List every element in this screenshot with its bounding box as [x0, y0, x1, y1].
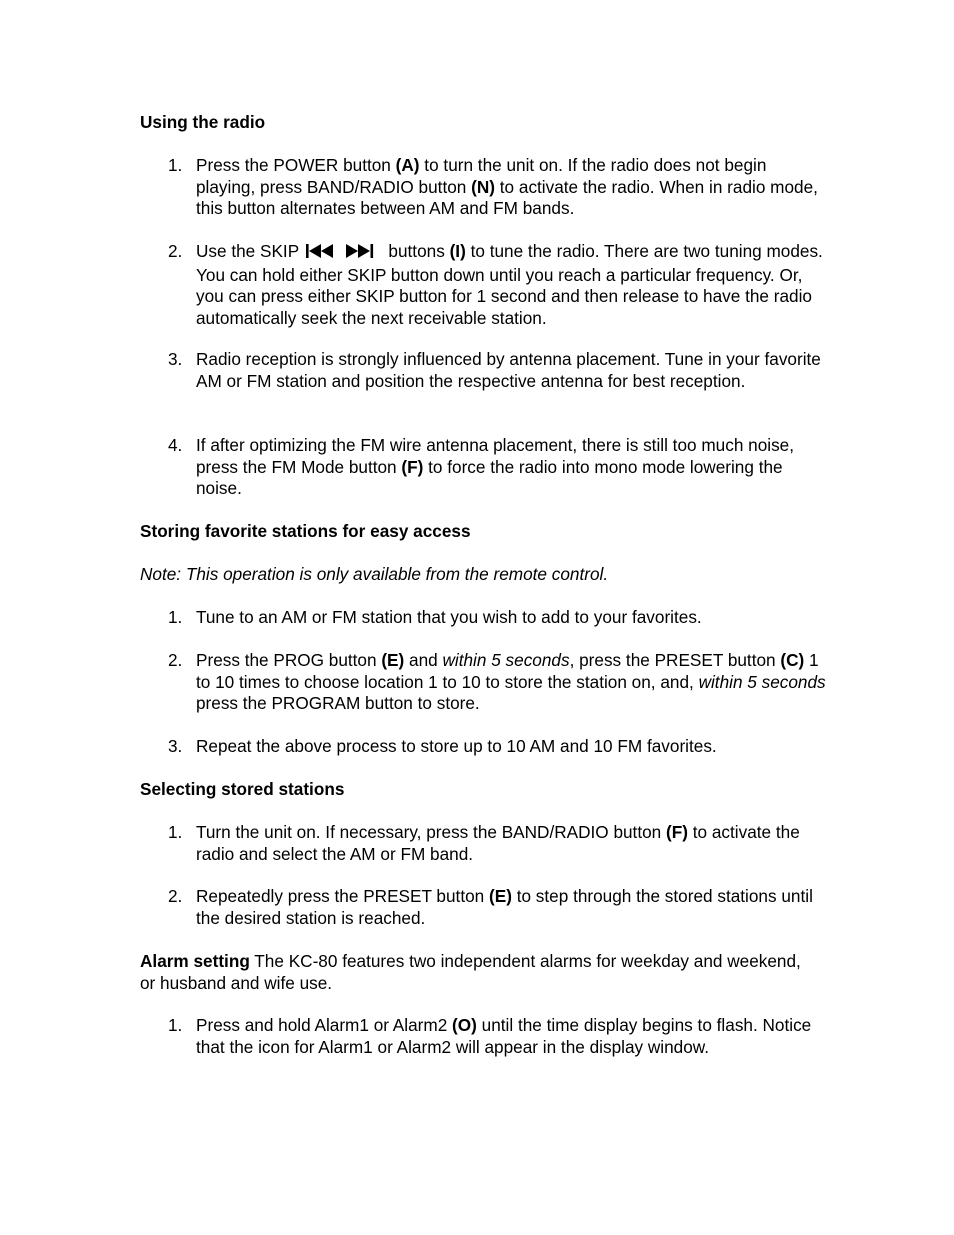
emphasis: within 5 seconds: [698, 671, 826, 692]
item-text: Turn the unit on. If necessary, press the BAND/RADIO button (F) to activate the radio and select the AM or FM band.: [196, 822, 800, 864]
section-heading-radio: Using the radio: [140, 112, 266, 132]
list-item: [140, 1015, 830, 1058]
button-ref: (I): [449, 241, 466, 261]
section-heading-alarm: Alarm setting: [140, 951, 250, 971]
list-item: [140, 822, 830, 865]
item-number: 1.: [168, 155, 183, 175]
list-item: [140, 886, 830, 929]
item-text: Repeat the above process to store up to 10 AM and 10 FM favorites.: [196, 736, 717, 756]
emphasis: within 5 seconds: [442, 650, 570, 670]
item-text: If after optimizing the FM wire antenna placement, there is still too much noise, press the FM Mode button (F) to force the radio into mono mode lowering the noise.: [196, 435, 795, 499]
item-text: Press the PROG button (E) and within 5 seconds, press the PRESET button (C) 1 to 10 times to choose location 1 to 10 to store the station on, and, within 5 seconds press the PROGRAM button to store.: [196, 650, 826, 714]
item-number: 1.: [168, 1015, 183, 1035]
button-ref: (N): [471, 176, 495, 197]
button-ref: (O): [452, 1015, 477, 1035]
button-ref: (E): [381, 650, 405, 670]
remote-note: Note: This operation is only available from the remote control.: [140, 564, 609, 584]
item-text: Press the POWER button (A) to turn the unit on. If the radio does not begin playing, press BAND/RADIO button (N) to activate the radio. When in radio mode, this button alternates between AM and FM bands.: [196, 155, 818, 219]
button-ref: (A): [395, 155, 420, 175]
item-number: 2.: [168, 650, 183, 670]
item-number: 2.: [168, 241, 183, 261]
item-text: Radio reception is strongly influenced by antenna placement. Tune in your favorite AM or FM station and position the respective antenna for best reception.: [196, 349, 821, 391]
alarm-intro: Alarm setting The KC-80 features two independent alarms for weekday and weekend, or husband and wife use.: [140, 951, 801, 993]
item-number: 1.: [168, 822, 183, 842]
button-ref: (F): [401, 456, 424, 477]
item-text: Tune to an AM or FM station that you wish to add to your favorites.: [196, 607, 702, 627]
section-heading-selecting: Selecting stored stations: [140, 779, 345, 799]
skip-previous-icon: [305, 243, 343, 265]
button-ref: (C): [780, 650, 805, 670]
list-item: [140, 241, 830, 329]
item-number: 3.: [168, 736, 183, 756]
skip-next-icon: [345, 243, 383, 265]
item-number: 1.: [168, 607, 183, 627]
list-item: [140, 349, 830, 392]
item-number: 3.: [168, 349, 183, 369]
list-item: [140, 650, 830, 715]
list-item: [140, 435, 830, 500]
button-ref: (F): [666, 822, 688, 842]
list-item: [140, 155, 830, 220]
item-text: Use the SKIP buttons (I) to tune the radio. There are two tuning modes. You can hold either SKIP button down until you reach a particular frequency. Or, you can press either SKIP button for 1 second and then release to have the radio automatically seek the next receivable station.: [196, 241, 823, 328]
list-item: [140, 607, 830, 629]
button-ref: (E): [489, 886, 512, 906]
item-number: 4.: [168, 435, 183, 455]
list-item: [140, 736, 830, 758]
item-text: Repeatedly press the PRESET button (E) to step through the stored stations until the desired station is reached.: [196, 886, 813, 928]
item-text: Press and hold Alarm1 or Alarm2 (O) until the time display begins to flash. Notice that the icon for Alarm1 or Alarm2 will appear in the display window.: [196, 1015, 812, 1057]
item-number: 2.: [168, 886, 183, 906]
section-heading-storing: Storing favorite stations for easy access: [140, 521, 471, 541]
